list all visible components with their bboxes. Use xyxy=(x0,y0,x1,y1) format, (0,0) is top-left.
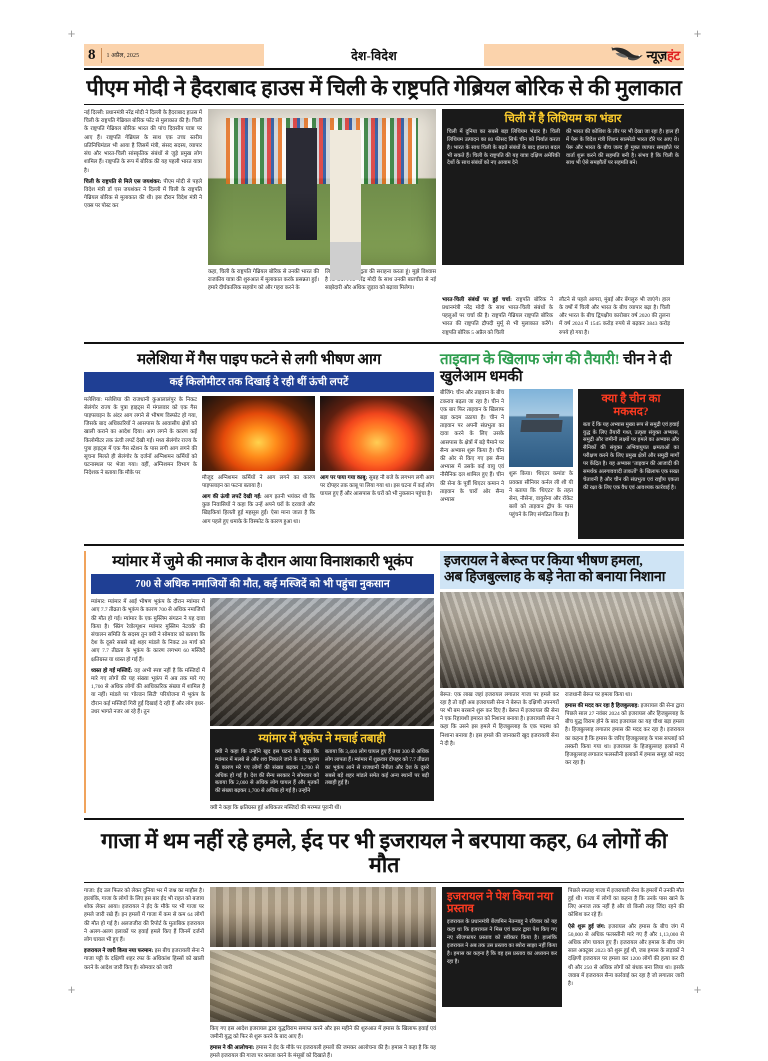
myanmar-earthquake-photo xyxy=(210,598,434,726)
china-motive-box-text: बता दें कि यह अभ्यास मुख्य रूप से समुद्री एवं हवाई युद्ध के लिए तैयारी गश्त, उत्कृष्ट संयुक्त अभ्यास, समुद्री और जमीनी लक्ष्यों पर हमले का अभ्यास और सैनिकों की संयुक्त अभिवायुयत क्षमताओं का परीक्षण करने के लिए प्रमुख क्षेत्रों और समुद्री मार्गों पर केंद्रित है। यह अभ्यास ''ताइवान की आजादी की समर्थक अलगाववादी ताकतों'' के खिलाफ एक सख्त चेतावनी है और चीन की संप्रभुता एवं राष्ट्रीय एकता की रक्षा के लिए एक वैध एवं आवश्यक कार्रवाई है। xyxy=(583,421,679,492)
photo-shading xyxy=(210,887,436,947)
story-modi-headline-wrap xyxy=(84,73,684,104)
section-title: देश-विदेश xyxy=(264,44,484,66)
lithium-box-column-1: चिली में दुनिया का सबसे बड़ा लिथियम भंडार है। चिली लिथियम उत्पादन का 80 फीसद सिर्फ चीन को निर्यात करता है। भारत के साथ चिली के बढ़ते संबंधों के बाद हालात बदल भी सकते हैं। चिली के राष्ट्रपति की यह यात्रा दक्षिण अमेरिकी देशों के साथ संबंधों को नए आयाम देने xyxy=(447,128,560,167)
story-beirut-column-2-sub xyxy=(565,702,684,768)
divider-after-row-3 xyxy=(84,818,684,820)
story-gaza-lead: गाजा: ईद उल फितर को लेकर दुनिया भर में जश्न का माहौल है। हालांकि, गाजा के लोगों के लिए इस बार ईद भी राहत को बजाय शोक लेकर आया। इजरायल ने ईद के मौके पर भी गाजा पर हमले जारी रखे हैं। इन हमलों में गाजा में कम से कम 64 लोगों की मौत हो गई है। अलजजीरा की रिपोर्ट के मुताबिक इजरायल ने अलग-अलग इलाकों पर हवाई हमले किए हैं जिनमें दर्जनों लोग घायल भी हुए हैं। xyxy=(84,887,204,943)
story-modi-bottom-col-1-text: राष्ट्रपति बोरिक ने प्रधानमंत्री नरेंद्र मोदी के साथ भारत-चिली संबंधों के पहलुओं पर चर्चा की है। राष्ट्रपति गेब्रियल राष्ट्रपति बोरिक भारत की राष्ट्रपति द्रौपदी मुर्मू से भी मुलाकात करेंगे। राष्ट्रपति बोरिक 5 अप्रैल को चिली xyxy=(442,296,553,336)
story-malaysia-column-3-text: सुबह नौ बजे के लगभग लगी आग पर दोपहर तक काबू पा लिया गया था। इस घटना में कई लोग घायल हुए हैं और आसपास के घरों को भी नुकसान पहुंचा है। xyxy=(320,474,434,497)
malaysia-fire-photo-2 xyxy=(320,396,434,471)
story-gaza-column-1 xyxy=(84,887,204,1061)
story-modi-column-1 xyxy=(84,109,202,293)
story-gaza-subhead-2-text: हमास ने ईद के मौके पर इजरायली हमलों की जमकर आलोचना की है। हमास ने कहा है कि यह हमले इजरायल की गाजा पर कब्जा करने के मंसूबों को दिखाते हैं। xyxy=(210,1045,436,1060)
story-modi-right xyxy=(442,109,684,293)
story-modi-sub-para xyxy=(84,178,202,211)
story-beirut-column-2-text: इजरायल की सेना द्वारा पिछले साल 27 नवंबर 2024 को इजरायल और हिजबुल्लाह के बीच युद्ध विराम होने के बाद इजरायल का यह चौथा बड़ा हमला है। हिजबुल्लाह लगातार हमास की मदद कर रहा है। इजरायल का कहना है कि हमास के जरिए हिजबुल्लाह के पास सप्लाई को तस्करी किया गया था। इजरायल के हिजबुल्लाह इलाकों में हिजबुल्लाह लगातार फलस्तीनी इलाकों में हमास समूह को मदद कर रहा है। xyxy=(565,702,684,767)
story-myanmar-tail: क्यी ने कहा कि क्षतिग्रस्त हुई अधिकतर मस्जिदों की मरम्मत पूरानी थीं। xyxy=(210,805,342,812)
story-myanmar-column-1 xyxy=(91,598,205,812)
story-modi-bottom-cols xyxy=(442,296,670,337)
story-myanmar-subhead-text: वह अभी स्पष्ट नहीं है कि मस्जिदों में मारे गए लोगों की यह संख्या भूकंप में अब तक मारे गए 1,700 से अधिक लोगों की आधिकारिक संख्या में शामिल है या नहीं। मांडले पर 'गोल्डन सिटी' परियोजना में भूकंप के दौरान कई मस्जिदों गिरी हुईं दिखाई दे रही हैं और लोग इधर-उधर भागते नजर आ रहे हैं। तुन xyxy=(91,667,205,715)
divider xyxy=(84,104,684,105)
story-modi-grid xyxy=(84,109,684,293)
story-myanmar-right xyxy=(210,598,434,812)
crop-mark-icon: + xyxy=(67,26,76,41)
story-modi-bottom-col-2: लौटने से पहले आगरा, मुंबई और बेंगलुरु भी जाएंगे। हाल के वर्षों में चिली और भारत के बीच व्यापार बढ़ा है। चिली और भारत के बीच द्विपक्षीय कारोबार वर्ष 2020 की तुलना में वर्ष 2024 में 1545 करोड़ रुपये से बढ़कर 3843 करोड़ रुपये हो गया है। xyxy=(559,296,670,336)
story-modi-bottom-subhead: भारत-चिली संबंधों पर हुई चर्चा: xyxy=(442,296,512,303)
myanmar-quake-box-title: म्यांमार में भूकंप ने मचाई तबाही xyxy=(258,733,386,746)
story-modi-column-3: लिए उनकी प्रतिबद्धता की सराहना करता हूं। मुझे विश्वास है कि प्रधानमंत्री नरेंद्र मोदी के साथ उनकी बातचीत से नई साझेदारी और अधिक जुड़ाव को बढ़ावा मिलेगा। xyxy=(325,269,436,292)
story-gaza-column-2: किए गए इस आदेश इजरायल द्वारा युद्धविराम समाप्त करने और इस महीने की शुरुआत में हमास के खिलाफ हवाई एवं जमीनी युद्ध को फिर से शुरू करने के बाद आए हैं। xyxy=(210,1025,436,1040)
story-gaza-column-4-text: पिछले सप्ताह गाजा में इजरायली सेना के हमलों में उनकी मौत हुई थी। गाजा में लोगों का कहना है कि उनके पास खाने के लिए अनाज तक नहीं है और वो किसी तरह जिंदा रहने की कोशिश कर रहे हैं। xyxy=(568,887,684,919)
china-navy-ship-photo xyxy=(509,389,573,467)
story-modi-bottom xyxy=(84,296,684,337)
story-gaza-subhead-3-text: इजरायल और हमास के बीच जंग में 50,000 से अधिक फलस्तीनी मारे गए हैं और 1,13,000 से अधिक लोग घायल हुए हैं। इजरायल और हमास के बीच जंग साल अक्टूबर 2023 को शुरू हुई थी, जब हमास के लड़ाकों ने दक्षिणी इजरायल पर हमला कर 1200 लोगों की हत्या कर दी थी और 250 से अधिक लोगों को बंधक बना लिया था। इसके जवाब में इजरायल सैन्य कार्रवाई कर रहा है जो लगातार जारी है। xyxy=(568,923,684,987)
publication-date: 1 अप्रैल, 2025 xyxy=(106,53,140,59)
logo-word-news: न्यूज़ xyxy=(646,47,667,63)
story-modi-bottom-col-1 xyxy=(442,296,553,337)
story-gaza-sub-para-1 xyxy=(84,947,204,972)
story-beirut-column-1: बेरूत: एक लाख जहां इजरायल लगातार गाजा पर हमले कर रहा है तो वहीं अब इजरायली सेना ने बेरूत के दक्षिणी उपनगरों पर भी बम बरसाने शुरू कर दिए हैं। बेरूत में इजरायल की सेना ने एक रिहायशी इमारत को निशाना बनाया है। इजरायली सेना ने कहा कि उसने इस हमले में हिजबुल्लाह के एक पदस्थ को निशाना बनाया है। इस हमले की जानकारी खुद इजरायली सेना ने दी है। xyxy=(440,691,559,747)
story-malaysia-subbar: कई किलोमीटर तक दिखाई दे रही थीं ऊंची लपटें xyxy=(84,372,434,392)
story-gaza-center xyxy=(210,887,436,1061)
story-malaysia-column-1: मलेशिया: मलेशिया की राजधानी कुआलालंपुर के निकट सेलंगोर राज्य के पुत्रा हाइट्स में मंगलवार को एक गैस पाइपलाइन के अंदर आग लगने से भीषण विस्फोट हो गया, जिसके बाद अधिकारियों ने आसपास के आवासीय क्षेत्रों को खाली कराने का आदेश दिया। आग लगने के कारण कई किलोमीटर तक ऊंची लपटें देखी गईं। मध्य सेलंगोर राज्य के पुत्रा हाइट्स में एक गैस स्टेशन के पास लगी आग लगने की सूचना मिलते ही सेलंगोर के दर्जनों अग्निशमन कर्मियों को घटनास्थल पर भेजा गया। वहीं, अग्निशमन विभाग के निदेशक ने बताया कि मौके पर xyxy=(84,396,197,477)
story-modi xyxy=(84,73,684,337)
story-modi-center xyxy=(208,109,436,293)
story-gaza-subhead-1: इजरायल ने जारी किया नया फरमान: xyxy=(84,948,154,955)
story-myanmar xyxy=(84,551,434,812)
story-modi-subhead-1: चिली के राष्ट्रपति से मिले एस जयशंकर: xyxy=(84,178,162,185)
israel-proposal-box-title: इजरायल ने पेश किया नया प्रस्ताव xyxy=(447,890,554,916)
page-content xyxy=(84,44,684,1060)
story-taiwan-headline-black: चीन ने दी खुलेआम धमकी xyxy=(440,351,672,385)
story-beirut-headline-line-2: अब हिजबुल्लाह के बड़े नेता को बनाया निशाना xyxy=(444,569,666,585)
story-myanmar-headline: म्यांमार में जुमे की नमाज के दौरान आया विनाशकारी भूकंप xyxy=(112,554,413,571)
story-gaza-sub-para-2 xyxy=(210,1044,436,1060)
divider-after-row-2 xyxy=(84,544,684,546)
story-taiwan-column-2-wrap xyxy=(509,389,573,539)
story-taiwan-column-1: बीजिंग: चीन और ताइवान के बीच टकराव बढ़ता जा रहा है। चीन ने एक बार फिर ताइवान के खिलाफ बड़ा कदम उठाया है। चीन ने ताइवान पर अपनी संप्रभुता का दावा करने के लिए उसके आसपास के क्षेत्रों में बड़े पैमाने पर सैन्य अभ्यास शुरू किया है। चीन की ओर से किए गए इस सैन्य अभ्यास में उसके कई वायु एवं नौसैनिक दल शामिल हुए हैं। चीन की सेना के पूर्वी थिएटर कमान ने ताइवान के चारों ओर सैन्य अभ्यास xyxy=(440,390,504,503)
page-number: 8 xyxy=(88,48,102,63)
logo-text xyxy=(647,49,680,62)
story-gaza-subhead-3: ऐसे शुरू हुई जंग: xyxy=(568,923,606,930)
story-malaysia-column-3-wrap xyxy=(320,396,434,526)
story-gaza-sub-para-3 xyxy=(568,923,684,989)
story-gaza-subhead-1-text: इस बीच इजरायली सेना ने गाजा पट्टी के दक्षिणी शहर रफा के अधिकांश हिस्सों को खाली करने के आदेश जारी किए हैं। सोमवार को जारी xyxy=(84,948,204,971)
photo-shading xyxy=(440,592,684,688)
story-gaza-headline: गाजा में थम नहीं रहे हमले, ईद पर भी इजरायल ने बरपाया कहर, 64 लोगों की मौत xyxy=(100,828,668,877)
story-malaysia-column-2-wrap xyxy=(202,396,315,526)
story-modi-center-columns xyxy=(208,268,436,293)
story-malaysia xyxy=(84,349,434,540)
story-taiwan-grid xyxy=(440,389,684,539)
story-taiwan-column-2: शुरू किया। 'थिएटर कमांड' के प्रवक्ता सीनियर कर्नल ली शी यी ने बताया कि 'थिएटर' के तहत सेना, नौसेना, वायुसेना और रॉकेट बलों को ताइवान द्वीप के पास पहुंचने के लिए संगठित किया है। xyxy=(509,471,573,519)
story-malaysia-column-3 xyxy=(320,474,434,499)
myanmar-quake-box-col-1: क्यी ने कहा कि उन्होंने खुद इस घटना को देखा कि म्यांमार में मलबे से और शव निकाले जाने के बाद भूकंप के कारण मरे गए लोगों की संख्या बढ़कर 1,700 से अधिक हो गई है। देश की सैन्य सरकार ने सोमवार को बताया कि 2,000 से अधिक लोग घायल हैं और मृतकों की संख्या बढ़कर 1,700 से अधिक हो गई है। उन्होंने xyxy=(215,748,319,795)
masthead-right xyxy=(484,44,684,66)
story-myanmar-sub-para xyxy=(91,667,205,716)
israel-proposal-box-text: इजरायल के प्रधानमंत्री बेंजामिन नेतन्याहू ने रविवार को यह कहा था कि इजरायल ने मिस्र एवं कतर द्वारा पेश किए गए नए सीजफायर प्रस्ताव को स्वीकार किया है। हालांकि इजरायल ने अब तक उस प्रस्ताव का ब्योरा साझा नहीं किया है। हमास का कहना है कि वह इस प्रस्ताव का अध्ययन कर रहा है। xyxy=(447,919,557,965)
story-malaysia-column-2-text: आग इतनी भयंकर थी कि कुछ निवासियों ने कहा कि उन्हें अपने घरों के दरवाजे और खिड़कियां हिलती हुई महसूस हुईं। ऐसा माना जाता है कि आग पहले हुए धमाके के विस्फोट के कारण हुआ था। xyxy=(202,493,315,525)
lithium-box-title: चिली में है लिथियम का भंडार xyxy=(504,113,622,126)
story-malaysia-column-2-sub xyxy=(202,493,315,526)
gaza-destroyed-buildings-photo xyxy=(210,887,436,947)
story-taiwan xyxy=(440,349,684,540)
story-modi-column-2: कहा, चिली के राष्ट्रपति गेब्रियल बोरिक से उनकी भारत की राजकीय यात्रा की शुरुआत में मुलाकात करके प्रसन्नता हुई। हमारे दीर्घकालिक सहयोग को और गहरा करने के xyxy=(208,269,319,292)
divider xyxy=(84,882,684,883)
masthead-rule xyxy=(84,68,684,70)
eagle-icon xyxy=(611,45,645,65)
story-gaza xyxy=(84,825,684,1061)
gaza-aerial-damage-photo xyxy=(210,950,436,1022)
lithium-info-box xyxy=(442,109,684,265)
story-malaysia-headline: मलेशिया में गैस पाइप फटने से लगी भीषण आग xyxy=(137,351,381,368)
story-gaza-column-4 xyxy=(568,887,684,1061)
row-myanmar-beirut xyxy=(84,551,684,812)
story-beirut-column-2: राजधानी बेरूत पर हमला किया था। xyxy=(565,691,633,698)
crop-mark-icon: + xyxy=(693,26,702,41)
story-beirut-columns xyxy=(440,691,684,768)
china-motive-box xyxy=(578,389,684,539)
crop-mark-icon: + xyxy=(67,982,76,997)
myanmar-quake-box xyxy=(210,729,434,801)
beirut-strike-photo xyxy=(440,592,684,688)
story-beirut-subhead: हमास की मदद कर रहा है हिजबुल्लाह: xyxy=(565,702,640,709)
story-beirut xyxy=(440,551,684,812)
story-modi-headline: पीएम मोदी ने हैदराबाद हाउस में चिली के राष्ट्रपति गेब्रियल बोरिक से की मुलाकात xyxy=(86,76,682,100)
story-taiwan-headline-wrap xyxy=(440,349,684,390)
publication-logo[interactable] xyxy=(611,45,680,65)
myanmar-quake-box-col-2: बताया कि 3,400 लोग घायल हुए हैं तथा 300 से अधिक लोग लापता हैं। म्यांमार में शुक्रवार दोपहर को 7.7 तीव्रता का भूकंप आने से राजधानी नेपीता और देश के दूसरे सबसे बड़े शहर मांडले समेत कई अन्य स्थानों पर बड़ी तबाही हुई है। xyxy=(325,748,429,787)
story-modi-lead: नई दिल्ली: प्रधानमंत्री नरेंद्र मोदी ने दिल्ली के हैदराबाद हाउस में चिली के राष्ट्रपति गेब्रियल बोरिक फोंट से मुलाकात की है। चिली के राष्ट्रपति गेब्रियल बोरिक भारत की पांच दिवसीय यात्रा पर आए हैं। राष्ट्रपति गेब्रियल के साथ एक उच्च स्तरीय प्रतिनिधिमंडल भी आया है जिसमें मंत्री, संसद सदस्य, व्यापार संघ और भारत-चिली सांस्कृतिक संबंधों से जुड़े प्रमुख लोग शामिल हैं। राष्ट्रपति के रूप में बोरिक की यह पहली भारत यात्रा है। xyxy=(84,110,202,174)
story-myanmar-subbar: 700 से अधिक नमाजियों की मौत, कई मस्जिदें को भी पहुंचा नुकसान xyxy=(91,574,434,594)
story-beirut-column-2-wrap xyxy=(565,691,684,768)
story-modi-subhead-1-text: पीएम मोदी से पहले विदेश मंत्री डॉ एस जयशंकर ने दिल्ली में चिली के राष्ट्रपति गेब्रियल बोरिक से मुलाकात की थी। इस दौरान विदेश मंत्री ने एक्स पर पोस्ट कर xyxy=(84,178,202,210)
lithium-box-column-2: की भारत की कोशिश के तौर पर भी देखा जा रहा है। हाल ही में पेरू के विदेश मंत्री शिशन साल्सेडो भारत दौरे पर आए थे। पेरू और भारत के बीच जल्द ही मुक्त व्यापार समझौते पर वार्ता शुरू करने की सहमति बनी है। संभव है कि चिली के साथ भी ऐसे समझौतों पर सहमति बने। xyxy=(566,128,679,167)
masthead-left xyxy=(84,44,264,66)
divider-after-story-1 xyxy=(84,342,684,344)
china-motive-box-title: क्या है चीन का मकसद? xyxy=(601,393,661,418)
photo-shading xyxy=(210,950,436,1022)
pm-modi-chile-photo xyxy=(208,109,436,265)
story-beirut-headline-line-1: इजरायल ने बेरूत पर किया भीषण हमला, xyxy=(444,554,643,570)
malaysia-fire-photo xyxy=(202,396,315,471)
israel-proposal-box xyxy=(442,887,562,1007)
masthead xyxy=(84,44,684,66)
story-malaysia-subhead-3: आग पर पाया गया काबू: xyxy=(320,474,368,481)
story-gaza-grid xyxy=(84,887,684,1061)
story-malaysia-grid xyxy=(84,396,434,526)
logo-word-hunt: हंट xyxy=(666,47,680,63)
story-myanmar-subhead: ध्वस्त हो गईं मस्जिदें: xyxy=(91,667,133,674)
row-malaysia-taiwan xyxy=(84,349,684,540)
story-taiwan-headline-green: ताइवान के खिलाफ जंग की तैयारी! xyxy=(440,351,620,368)
story-malaysia-subhead-2: आग की ऊंची लपटें देखी गईं: xyxy=(202,493,262,500)
crop-mark-icon: + xyxy=(693,982,702,997)
story-gaza-column-3 xyxy=(442,887,562,1061)
story-malaysia-column-2: मौजूद अग्निशमन कर्मियों ने आग लगने का कारण पाइपलाइन का फटना बताया है। xyxy=(202,474,315,489)
story-myanmar-lead: म्यांमार: म्यांमार में आई भीषण भूकंप के दौरान म्यांमार में आए 7.7 तीव्रता के भूकंप के कारण 700 से अधिक नमाजियों की मौत हो गई। म्यांमार के एक मुस्लिम संगठन ने यह दावा किया है। 'स्प्रिंग रेवोल्यूशन म्यांमार मुस्लिम नेटवर्क' की संचालन समिति के सदस्य तुन क्यी ने सोमवार को बताया कि देश के दूसरे सबसे बड़े शहर मांडले के निकट 28 मार्च को आए 7.7 तीव्रता के भूकंप के कारण लगभग 60 मस्जिदें क्षतिग्रस्त या ध्वस्त हो गई हैं। xyxy=(91,599,205,663)
story-beirut-headline-band xyxy=(440,551,684,588)
photo-shading xyxy=(210,598,434,726)
story-myanmar-top xyxy=(91,598,434,812)
photo-shading xyxy=(208,109,436,265)
story-gaza-subhead-2: हमास ने की आलोचना: xyxy=(210,1045,255,1052)
